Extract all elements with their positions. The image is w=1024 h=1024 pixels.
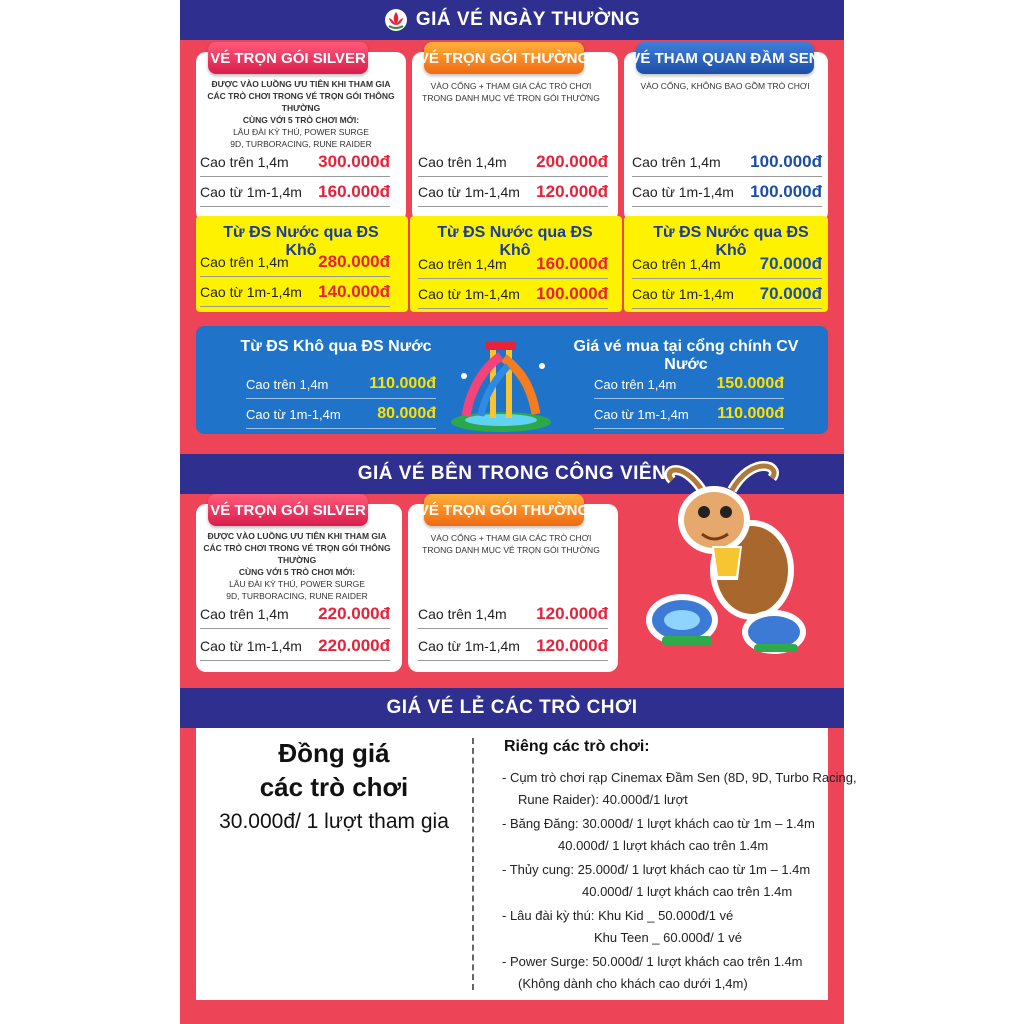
rule-line: - Thủy cung: 25.000đ/ 1 lượt khách cao từ 1m – 1.4m: [502, 862, 811, 877]
transfer-title: Từ ĐS Nước qua ĐS Khô: [223, 224, 379, 259]
price-row: Cao trên 1,4m 120.000đ: [418, 600, 608, 629]
price-row: Cao từ 1m-1,4m 70.000đ: [632, 280, 822, 309]
water-slide-icon: [446, 326, 556, 434]
pill-silver-inside: VÉ TRỌN GÓI SILVER: [208, 494, 368, 526]
price-row: Cao trên 1,4m 300.000đ: [200, 148, 390, 177]
ant-mascot-icon: [642, 450, 812, 660]
rule-line: 40.000đ/ 1 lượt khách cao trên 1.4m: [582, 884, 793, 899]
price-row: Cao từ 1m-1,4m 160.000đ: [200, 178, 390, 207]
pill-normal-inside: VÉ TRỌN GÓI THƯỜNG: [424, 494, 584, 526]
section-weekday-header: [180, 0, 844, 40]
price-row: Cao từ 1m-1,4m 110.000đ: [594, 400, 784, 429]
water-park-box: [196, 326, 828, 434]
pill-normal-weekday: VÉ TRỌN GÓI THƯỜNG: [424, 42, 584, 74]
rule-line: - Cụm trò chơi rạp Cinemax Đầm Sen (8D, 9D, Turbo Racing,: [502, 770, 857, 785]
desc-normal-inside: VÀO CỔNG + THAM GIA CÁC TRÒ CHƠI TRONG DANH MỤC VÉ TRỌN GÓI THƯỜNG: [422, 533, 600, 555]
single-games-card: [196, 728, 857, 1000]
rules-title: Riêng các trò chơi:: [504, 738, 650, 755]
price-row: Cao từ 1m-1,4m 100.000đ: [418, 280, 608, 309]
rule-line: (Không dành cho khách cao dưới 1,4m): [518, 976, 748, 991]
price-row: Cao từ 1m-1,4m 220.000đ: [200, 632, 390, 661]
price-row: Cao trên 1,4m 150.000đ: [594, 370, 784, 399]
rule-line: Rune Raider): 40.000đ/1 lượt: [518, 792, 688, 807]
price-row: Cao từ 1m-1,4m 140.000đ: [200, 278, 390, 307]
blue-title: Giá vé mua tại cổng chính CV Nước: [573, 338, 799, 373]
price-row: Cao từ 1m-1,4m 120.000đ: [418, 632, 608, 661]
section-weekday-title: GIÁ VÉ NGÀY THƯỜNG: [415, 9, 641, 30]
price-row: Cao trên 1,4m 220.000đ: [200, 600, 390, 629]
lotus-logo-icon: [384, 8, 408, 32]
price-row: Cao từ 1m-1,4m 120.000đ: [418, 178, 608, 207]
rule-line: 40.000đ/ 1 lượt khách cao trên 1.4m: [558, 838, 769, 853]
section-single-games-title: GIÁ VÉ LẺ CÁC TRÒ CHƠI: [386, 697, 638, 718]
flat-price-line3: 30.000đ/ 1 lượt tham gia: [219, 810, 449, 833]
section-single-games-header: [180, 688, 844, 728]
rule-line: - Power Surge: 50.000đ/ 1 lượt khách cao trên 1.4m: [502, 954, 803, 969]
desc-normal-weekday: VÀO CỔNG + THAM GIA CÁC TRÒ CHƠI TRONG DANH MỤC VÉ TRỌN GÓI THƯỜNG: [422, 81, 600, 103]
flat-price-line2: các trò chơi: [259, 772, 409, 802]
flat-price-line1: Đồng giá: [278, 738, 390, 768]
ticket-price-poster: [180, 0, 857, 1024]
rule-line: - Lâu đài kỳ thú: Khu Kid _ 50.000đ/1 vé: [502, 908, 734, 923]
dashed-divider: [472, 738, 474, 990]
price-row: Cao trên 1,4m 160.000đ: [418, 250, 608, 279]
desc-sightseeing: VÀO CỔNG, KHÔNG BAO GỒM TRÒ CHƠI: [640, 81, 810, 91]
price-row: Cao trên 1,4m 100.000đ: [632, 148, 822, 177]
price-row: Cao trên 1,4m 70.000đ: [632, 250, 822, 279]
rule-line: Khu Teen _ 60.000đ/ 1 vé: [594, 930, 742, 945]
transfer-title: Từ ĐS Nước qua ĐS Khô: [653, 224, 809, 259]
rule-line: - Băng Đăng: 30.000đ/ 1 lượt khách cao từ 1m – 1.4m: [502, 816, 815, 831]
blue-title: Từ ĐS Khô qua ĐS Nước: [240, 338, 432, 355]
price-row: Cao trên 1,4m 280.000đ: [200, 248, 390, 277]
price-row: Cao trên 1,4m 200.000đ: [418, 148, 608, 177]
pill-sightseeing: VÉ THAM QUAN ĐẦM SEN: [636, 42, 814, 74]
price-row: Cao từ 1m-1,4m 80.000đ: [246, 400, 436, 429]
desc-silver-inside: ĐƯỢC VÀO LUỒNG ƯU TIÊN KHI THAM GIA CÁC TRÒ CHƠI TRONG VÉ TRỌN GÓI THÔNG THƯỜNG CÙNG VỚI 5 TRÒ CHƠI MỚI: LÂU ĐÀI KỲ THÚ, POWER SURGE 9D, TURBORACING, RUNE RAIDER: [203, 531, 391, 601]
pill-silver-weekday: VÉ TRỌN GÓI SILVER: [208, 42, 368, 74]
price-row: Cao từ 1m-1,4m 100.000đ: [632, 178, 822, 207]
desc-silver-weekday: ĐƯỢC VÀO LUỒNG ƯU TIÊN KHI THAM GIA CÁC TRÒ CHƠI TRONG VÉ TRỌN GÓI THÔNG THƯỜNG CÙNG VỚI 5 TRÒ CHƠI MỚI: LÂU ĐÀI KỲ THÚ, POWER SURGE 9D, TURBORACING, RUNE RAIDER: [207, 79, 395, 149]
section-inside-park-title: GIÁ VÉ BÊN TRONG CÔNG VIÊN: [357, 463, 667, 484]
transfer-title: Từ ĐS Nước qua ĐS Khô: [437, 224, 593, 259]
price-row: Cao trên 1,4m 110.000đ: [246, 370, 436, 399]
